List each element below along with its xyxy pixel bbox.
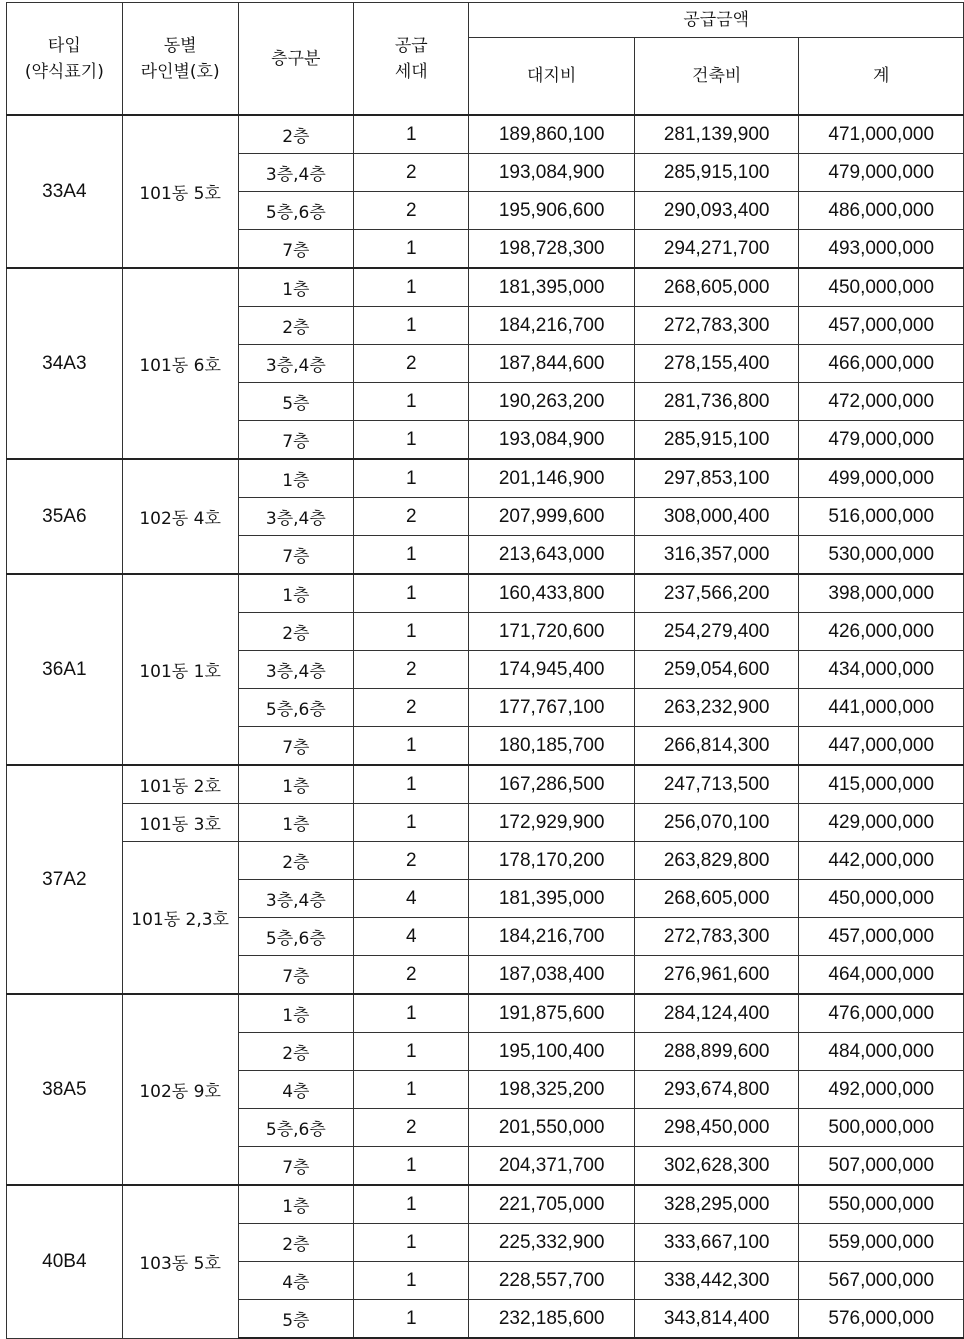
building-cost-cell: 272,783,300 [634,307,799,345]
units-cell: 1 [354,613,469,651]
building-cost-cell: 328,295,000 [634,1185,799,1224]
building-cost-cell: 294,271,700 [634,230,799,269]
total-cost-cell: 434,000,000 [799,651,964,689]
line-cell: 101동 5호 [122,115,238,268]
type-cell: 37A2 [7,765,123,994]
building-cost-cell: 338,442,300 [634,1262,799,1300]
type-cell: 36A1 [7,574,123,765]
building-cost-cell: 263,829,800 [634,842,799,880]
building-cost-cell: 343,814,400 [634,1300,799,1339]
floor-cell: 5층,6층 [238,689,354,727]
line-cell: 103동 5호 [122,1185,238,1338]
land-cost-cell: 172,929,900 [469,804,635,842]
total-cost-cell: 499,000,000 [799,459,964,498]
units-cell: 2 [354,154,469,192]
building-cost-cell: 281,139,900 [634,115,799,154]
total-cost-cell: 429,000,000 [799,804,964,842]
building-cost-cell: 290,093,400 [634,192,799,230]
floor-cell: 7층 [238,956,354,995]
units-cell: 1 [354,536,469,575]
building-cost-cell: 333,667,100 [634,1224,799,1262]
land-cost-cell: 221,705,000 [469,1185,635,1224]
land-cost-cell: 187,038,400 [469,956,635,995]
floor-cell: 3층,4층 [238,498,354,536]
land-cost-cell: 225,332,900 [469,1224,635,1262]
land-cost-cell: 198,325,200 [469,1071,635,1109]
units-cell: 2 [354,1109,469,1147]
land-cost-cell: 160,433,800 [469,574,635,613]
land-cost-cell: 167,286,500 [469,765,635,804]
total-cost-cell: 479,000,000 [799,421,964,460]
line-cell: 101동 6호 [122,268,238,459]
units-cell: 1 [354,574,469,613]
total-cost-cell: 550,000,000 [799,1185,964,1224]
line-cell: 102동 4호 [122,459,238,574]
floor-cell: 1층 [238,804,354,842]
building-cost-cell: 308,000,400 [634,498,799,536]
units-header-line2: 세대 [394,61,428,82]
floor-cell: 2층 [238,307,354,345]
floor-cell: 3층,4층 [238,154,354,192]
land-cost-cell: 232,185,600 [469,1300,635,1339]
units-cell: 1 [354,459,469,498]
units-header-line1: 공급 [394,35,428,56]
total-cost-cell: 492,000,000 [799,1071,964,1109]
line-header-line1: 동별 [163,35,197,56]
floor-cell: 1층 [238,765,354,804]
building-cost-cell: 293,674,800 [634,1071,799,1109]
land-cost-cell: 228,557,700 [469,1262,635,1300]
units-cell: 1 [354,765,469,804]
table-row [7,268,964,307]
land-cost-header: 대지비 [469,38,635,116]
units-header [354,3,469,116]
total-cost-cell: 507,000,000 [799,1147,964,1186]
total-cost-cell: 500,000,000 [799,1109,964,1147]
floor-cell: 7층 [238,1147,354,1186]
building-cost-cell: 284,124,400 [634,994,799,1033]
total-cost-cell: 516,000,000 [799,498,964,536]
total-cost-cell: 415,000,000 [799,765,964,804]
total-cost-cell: 442,000,000 [799,842,964,880]
total-cost-cell: 479,000,000 [799,154,964,192]
floor-header: 층구분 [238,3,354,116]
land-cost-cell: 204,371,700 [469,1147,635,1186]
units-cell: 1 [354,230,469,269]
total-cost-cell: 471,000,000 [799,115,964,154]
building-cost-cell: 263,232,900 [634,689,799,727]
supply-price-table [6,2,964,1339]
units-cell: 1 [354,383,469,421]
table-row [7,842,964,880]
land-cost-cell: 184,216,700 [469,307,635,345]
line-header-line2: 라인별(호) [140,61,220,82]
units-cell: 4 [354,880,469,918]
floor-cell: 2층 [238,1033,354,1071]
type-cell: 33A4 [7,115,123,268]
type-header [7,3,123,116]
land-cost-cell: 193,084,900 [469,154,635,192]
floor-cell: 3층,4층 [238,345,354,383]
total-cost-cell: 476,000,000 [799,994,964,1033]
total-cost-header: 계 [799,38,964,116]
building-cost-cell: 259,054,600 [634,651,799,689]
total-cost-cell: 447,000,000 [799,727,964,766]
total-cost-cell: 466,000,000 [799,345,964,383]
floor-cell: 5층 [238,1300,354,1339]
building-cost-cell: 276,961,600 [634,956,799,995]
building-cost-cell: 278,155,400 [634,345,799,383]
units-cell: 1 [354,115,469,154]
building-cost-cell: 302,628,300 [634,1147,799,1186]
table-row [7,994,964,1033]
total-cost-cell: 486,000,000 [799,192,964,230]
land-cost-cell: 201,146,900 [469,459,635,498]
floor-cell: 2층 [238,115,354,154]
land-cost-cell: 174,945,400 [469,651,635,689]
units-cell: 2 [354,192,469,230]
units-cell: 1 [354,1224,469,1262]
table-row [7,765,964,804]
building-cost-cell: 268,605,000 [634,268,799,307]
floor-cell: 7층 [238,230,354,269]
total-cost-cell: 450,000,000 [799,268,964,307]
total-cost-cell: 398,000,000 [799,574,964,613]
total-cost-cell: 457,000,000 [799,918,964,956]
units-cell: 2 [354,689,469,727]
building-cost-cell: 256,070,100 [634,804,799,842]
units-cell: 2 [354,842,469,880]
floor-cell: 7층 [238,421,354,460]
total-cost-cell: 450,000,000 [799,880,964,918]
units-cell: 1 [354,1071,469,1109]
total-cost-cell: 441,000,000 [799,689,964,727]
land-cost-cell: 184,216,700 [469,918,635,956]
type-header-line1: 타입 [47,35,81,56]
building-cost-cell: 316,357,000 [634,536,799,575]
line-cell: 101동 3호 [122,804,238,842]
units-cell: 4 [354,918,469,956]
units-cell: 1 [354,1147,469,1186]
building-cost-header: 건축비 [634,38,799,116]
building-cost-cell: 285,915,100 [634,421,799,460]
floor-cell: 1층 [238,1185,354,1224]
floor-cell: 3층,4층 [238,880,354,918]
type-cell: 35A6 [7,459,123,574]
total-cost-cell: 426,000,000 [799,613,964,651]
floor-cell: 1층 [238,459,354,498]
land-cost-cell: 191,875,600 [469,994,635,1033]
type-cell: 38A5 [7,994,123,1185]
land-cost-cell: 187,844,600 [469,345,635,383]
floor-cell: 5층,6층 [238,918,354,956]
building-cost-cell: 288,899,600 [634,1033,799,1071]
land-cost-cell: 171,720,600 [469,613,635,651]
total-cost-cell: 472,000,000 [799,383,964,421]
building-cost-cell: 298,450,000 [634,1109,799,1147]
units-cell: 1 [354,1262,469,1300]
land-cost-cell: 207,999,600 [469,498,635,536]
units-cell: 1 [354,421,469,460]
floor-cell: 2층 [238,1224,354,1262]
total-cost-cell: 464,000,000 [799,956,964,995]
total-cost-cell: 530,000,000 [799,536,964,575]
floor-cell: 5층,6층 [238,192,354,230]
total-cost-cell: 559,000,000 [799,1224,964,1262]
land-cost-cell: 195,100,400 [469,1033,635,1071]
floor-cell: 1층 [238,574,354,613]
units-cell: 2 [354,498,469,536]
table-row [7,459,964,498]
land-cost-cell: 193,084,900 [469,421,635,460]
units-cell: 1 [354,994,469,1033]
units-cell: 2 [354,651,469,689]
type-cell: 40B4 [7,1185,123,1338]
total-cost-cell: 484,000,000 [799,1033,964,1071]
table-row [7,115,964,154]
units-cell: 1 [354,1300,469,1339]
total-cost-cell: 457,000,000 [799,307,964,345]
line-cell: 101동 2호 [122,765,238,804]
land-cost-cell: 190,263,200 [469,383,635,421]
land-cost-cell: 201,550,000 [469,1109,635,1147]
floor-cell: 4층 [238,1071,354,1109]
floor-cell: 2층 [238,842,354,880]
land-cost-cell: 181,395,000 [469,268,635,307]
land-cost-cell: 195,906,600 [469,192,635,230]
total-cost-cell: 576,000,000 [799,1300,964,1339]
building-cost-cell: 254,279,400 [634,613,799,651]
table-header [7,3,964,116]
land-cost-cell: 177,767,100 [469,689,635,727]
land-cost-cell: 198,728,300 [469,230,635,269]
total-cost-cell: 493,000,000 [799,230,964,269]
floor-cell: 5층,6층 [238,1109,354,1147]
floor-cell: 2층 [238,613,354,651]
units-cell: 1 [354,268,469,307]
floor-cell: 1층 [238,994,354,1033]
building-cost-cell: 268,605,000 [634,880,799,918]
line-cell: 101동 2,3호 [122,842,238,995]
table-row [7,574,964,613]
building-cost-cell: 281,736,800 [634,383,799,421]
land-cost-cell: 178,170,200 [469,842,635,880]
line-header [122,3,238,116]
building-cost-cell: 247,713,500 [634,765,799,804]
land-cost-cell: 180,185,700 [469,727,635,766]
floor-cell: 4층 [238,1262,354,1300]
building-cost-cell: 237,566,200 [634,574,799,613]
units-cell: 1 [354,727,469,766]
building-cost-cell: 266,814,300 [634,727,799,766]
floor-cell: 1층 [238,268,354,307]
floor-cell: 5층 [238,383,354,421]
units-cell: 1 [354,1185,469,1224]
land-cost-cell: 189,860,100 [469,115,635,154]
type-header-line2: (약식표기) [24,61,104,82]
line-cell: 101동 1호 [122,574,238,765]
building-cost-cell: 285,915,100 [634,154,799,192]
building-cost-cell: 297,853,100 [634,459,799,498]
table-row [7,1185,964,1224]
land-cost-cell: 181,395,000 [469,880,635,918]
table-row [7,804,964,842]
table-body [7,115,964,1338]
land-cost-cell: 213,643,000 [469,536,635,575]
price-group-header: 공급금액 [469,3,964,38]
units-cell: 1 [354,804,469,842]
line-cell: 102동 9호 [122,994,238,1185]
floor-cell: 7층 [238,536,354,575]
units-cell: 1 [354,307,469,345]
total-cost-cell: 567,000,000 [799,1262,964,1300]
units-cell: 2 [354,956,469,995]
units-cell: 2 [354,345,469,383]
floor-cell: 7층 [238,727,354,766]
floor-cell: 3층,4층 [238,651,354,689]
building-cost-cell: 272,783,300 [634,918,799,956]
units-cell: 1 [354,1033,469,1071]
type-cell: 34A3 [7,268,123,459]
